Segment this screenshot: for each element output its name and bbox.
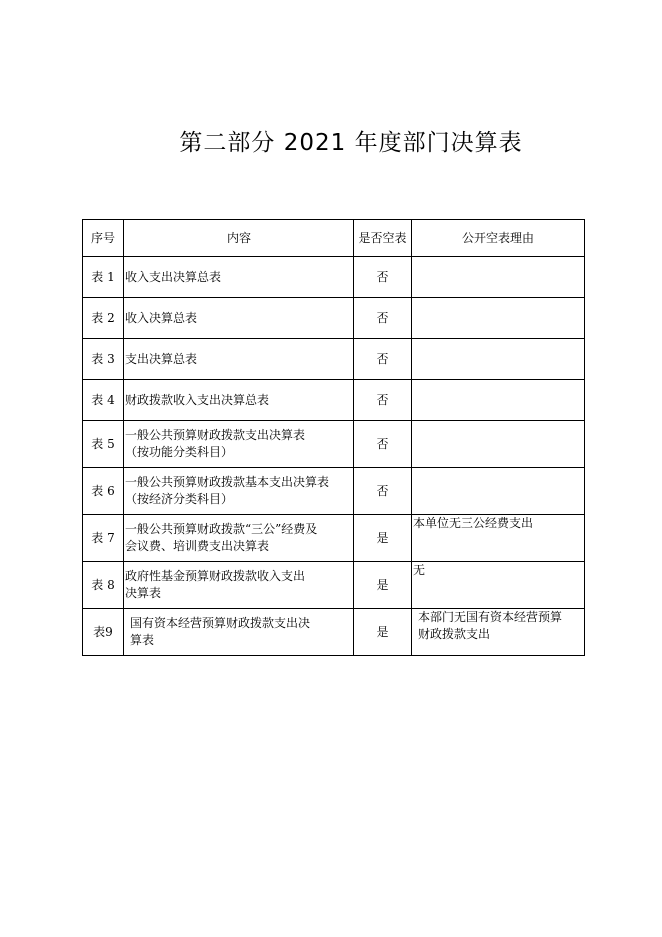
row-reason-line1: 本部门无国有资本经营预算 <box>418 610 563 624</box>
row-empty: 否 <box>354 339 412 380</box>
row-content: 财政拨款收入支出决算总表 <box>124 380 354 421</box>
row-empty: 是 <box>354 515 412 562</box>
row-content-line1: 一般公共预算财政拨款“三公”经费及 <box>125 522 318 536</box>
row-content <box>124 609 354 656</box>
header-no: 序号 <box>83 220 124 257</box>
row-reason <box>412 609 585 656</box>
row-content-line1: 国有资本经营预算财政拨款支出决 <box>130 616 311 630</box>
table-header-row <box>83 220 585 257</box>
row-reason <box>412 257 585 298</box>
row-no: 表 2 <box>83 298 124 339</box>
row-content-line2: （按经济分类科目） <box>125 492 234 506</box>
row-no: 表 8 <box>83 562 124 609</box>
table-row <box>83 339 585 380</box>
row-empty: 否 <box>354 257 412 298</box>
header-content: 内容 <box>124 220 354 257</box>
decision-table <box>82 219 585 656</box>
header-empty: 是否空表 <box>354 220 412 257</box>
row-reason <box>412 468 585 515</box>
table-row <box>83 515 585 562</box>
row-reason: 无 <box>412 562 585 609</box>
row-no: 表 4 <box>83 380 124 421</box>
row-no: 表 1 <box>83 257 124 298</box>
row-content-line2: （按功能分类科目） <box>125 445 234 459</box>
table-row <box>83 562 585 609</box>
row-reason <box>412 298 585 339</box>
row-no: 表 7 <box>83 515 124 562</box>
row-no: 表9 <box>83 609 124 656</box>
row-content: 收入决算总表 <box>124 298 354 339</box>
table-row <box>83 257 585 298</box>
row-content <box>124 421 354 468</box>
row-empty: 否 <box>354 421 412 468</box>
row-content <box>124 562 354 609</box>
table-row <box>83 380 585 421</box>
row-content: 收入支出决算总表 <box>124 257 354 298</box>
row-empty: 否 <box>354 380 412 421</box>
row-empty: 否 <box>354 468 412 515</box>
row-empty: 否 <box>354 298 412 339</box>
row-reason-line2: 财政拨款支出 <box>418 627 491 641</box>
table-row <box>83 421 585 468</box>
row-reason <box>412 380 585 421</box>
row-content: 支出决算总表 <box>124 339 354 380</box>
page-title: 第二部分 2021 年度部门决算表 <box>179 130 523 156</box>
row-content <box>124 468 354 515</box>
row-no: 表 3 <box>83 339 124 380</box>
header-reason: 公开空表理由 <box>412 220 585 257</box>
row-content-line2: 会议费、培训费支出决算表 <box>125 539 270 553</box>
row-empty: 是 <box>354 562 412 609</box>
row-content-line1: 一般公共预算财政拨款基本支出决算表 <box>125 475 330 489</box>
row-content-line1: 政府性基金预算财政拨款收入支出 <box>125 569 306 583</box>
row-reason <box>412 339 585 380</box>
row-no: 表 6 <box>83 468 124 515</box>
row-empty: 是 <box>354 609 412 656</box>
row-content-line2: 决算表 <box>125 586 162 600</box>
row-content-line1: 一般公共预算财政拨款支出决算表 <box>125 428 306 442</box>
row-reason: 本单位无三公经费支出 <box>412 515 585 562</box>
row-reason <box>412 421 585 468</box>
row-content <box>124 515 354 562</box>
table-row <box>83 298 585 339</box>
table-row <box>83 468 585 515</box>
table-row <box>83 609 585 656</box>
row-content-line2: 算表 <box>130 633 155 647</box>
row-no: 表 5 <box>83 421 124 468</box>
